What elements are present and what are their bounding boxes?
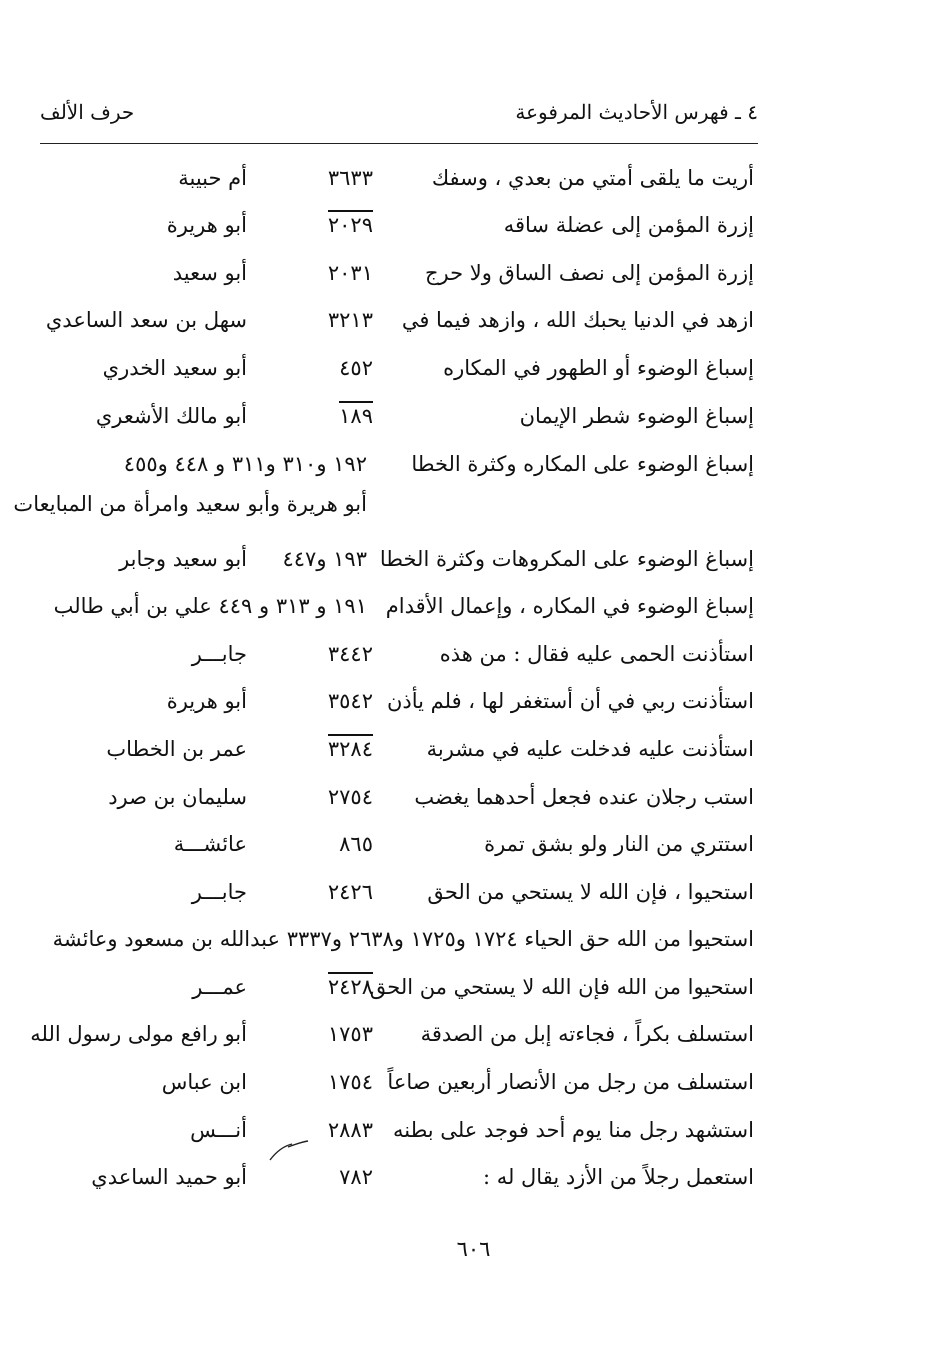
index-entry [0,1070,947,1110]
narrator: عائشـــة [173,832,247,856]
hadith-text: ازهد في الدنيا يحبك الله ، وازهد فيما في [401,308,754,332]
index-entry [0,261,947,301]
narrator: ابن عباس [161,1070,247,1094]
hadith-text: إسباغ الوضوء على المكروهات وكثرة الخطا [379,547,754,571]
index-entry [0,737,947,777]
page-number: ٦٠٦ [456,1237,491,1261]
narrator: سليمان بن صرد [108,785,247,809]
hadith-text: إسباغ الوضوء في المكاره ، وإعمال الأقدام [385,594,754,618]
section-title: حرف الألف [40,100,135,124]
hadith-text: استحيوا من الله فإن الله لا يستحي من الحق [369,975,754,999]
hadith-text: استسلف من رجل من الأنصار أربعين صاعاً [387,1070,754,1094]
hadith-number: ٣٤٤٢ [327,642,373,666]
narrator: أبو حميد الساعدي [91,1165,247,1189]
hadith-number: ١٧٥٣ [327,1022,373,1046]
narrator: أبو رافع مولى رسول الله [30,1022,247,1046]
hadith-text: استأذنت الحمى عليه فقال : من هذه [439,642,754,666]
index-entry [0,832,947,872]
index-entry [0,404,947,444]
hadith-number: ١٨٩ [339,401,373,428]
hadith-text: إسباغ الوضوء أو الطهور في المكاره [443,356,754,380]
narrators: أبو هريرة وأبو سعيد وامرأة من المبايعات [13,492,367,516]
narrator: عمـــر [192,975,247,999]
hadith-number: ٢٤٢٨ [328,972,373,999]
hadith-text: استسلف بكراً ، فجاءته إبل من الصدقة [420,1022,754,1046]
hadith-text: استشهد رجل منا يوم أحد فوجد على بطنه [392,1118,754,1142]
narrator: أبو سعيد [172,261,247,285]
hadith-text: أريت ما يلقى أمتي من بعدي ، وسفك [431,166,754,190]
hadith-number: ٣٥٤٢ [327,689,373,713]
hadith-number: ٤٥٢ [339,356,373,380]
index-entry [0,927,947,967]
index-entry [0,689,947,729]
narrator: جابـــر [191,880,247,904]
hadith-number: ٣٦٣٣ [327,166,373,190]
hadith-number: ٢٤٢٦ [327,880,373,904]
hadith-number: ٣٢٨٤ [328,734,373,761]
narrator: أبو سعيد وجابر [119,547,247,571]
index-entry [0,785,947,825]
narrator: سهل بن سعد الساعدي [45,308,247,332]
narrator: أم حبيبة [178,166,247,190]
hadith-number: ٨٦٥ [339,832,373,856]
index-entry [0,975,947,1015]
hadith-number: ١٧٥٤ [327,1070,373,1094]
narrator: أنـــس [190,1118,247,1142]
narrator: عمر بن الخطاب [106,737,247,761]
hadith-text-with-numbers-and-narrators: استحيوا من الله حق الحياء ١٧٢٤ و١٧٢٥ و٢٦٣٨ و٣٣٣٧ عبدالله بن مسعود وعائشة [52,927,754,951]
hadith-numbers: ١٩٢ و٣١٠ و٣١١ و ٤٤٨ و٤٥٥ [123,452,367,476]
hadith-text: إسباغ الوضوء على المكاره وكثرة الخطا [411,452,754,476]
index-entry [0,1118,947,1158]
hadith-text: إزرة المؤمن إلى عضلة ساقه [503,213,754,237]
hadith-number: ٧٨٢ [339,1165,373,1189]
hadith-text: إزرة المؤمن إلى نصف الساق ولا حرج [424,261,754,285]
chapter-title: ٤ ـ فهرس الأحاديث المرفوعة [515,100,758,124]
narrator: جابـــر [191,642,247,666]
narrator: أبو هريرة [166,689,247,713]
hadith-text: استأذنت ربي في أن أستغفر لها ، فلم يأذن [386,689,754,713]
hadith-numbers-and-narrator: ١٩١ و ٣١٣ و ٤٤٩ علي بن أبي طالب [53,594,367,618]
narrator: أبو مالك الأشعري [95,404,247,428]
hadith-text: إسباغ الوضوء شطر الإيمان [519,404,754,428]
index-entry [0,642,947,682]
index-entry [0,880,947,920]
hadith-number: ٢٧٥٤ [327,785,373,809]
index-entry [0,356,947,396]
index-entry [0,594,947,634]
index-entry [0,452,947,492]
hadith-text: استتري من النار ولو بشق تمرة [484,832,754,856]
index-entry [0,1165,947,1205]
hadith-text: استعمل رجلاً من الأزد يقال له : [482,1165,754,1189]
index-entry [0,166,947,206]
hadith-number: ٣٢١٣ [327,308,373,332]
hadith-text: استحيوا ، فإن الله لا يستحي من الحق [427,880,754,904]
index-entry-continuation [0,492,947,532]
index-entry [0,308,947,348]
hadith-text: استأذنت عليه فدخلت عليه في مشربة [426,737,754,761]
pen-mark [268,1138,310,1164]
hadith-text: استب رجلان عنده فجعل أحدهما يغضب [414,785,754,809]
hadith-number: ٢٠٢٩ [328,210,373,237]
hadith-number: ٢٠٣١ [327,261,373,285]
index-entry [0,547,947,587]
hadith-number: ٢٨٨٣ [327,1118,373,1142]
narrator: أبو هريرة [166,213,247,237]
index-entry [0,213,947,253]
index-entry [0,1022,947,1062]
narrator: أبو سعيد الخدري [102,356,247,380]
hadith-numbers: ١٩٣ و٤٤٧ [282,547,367,571]
